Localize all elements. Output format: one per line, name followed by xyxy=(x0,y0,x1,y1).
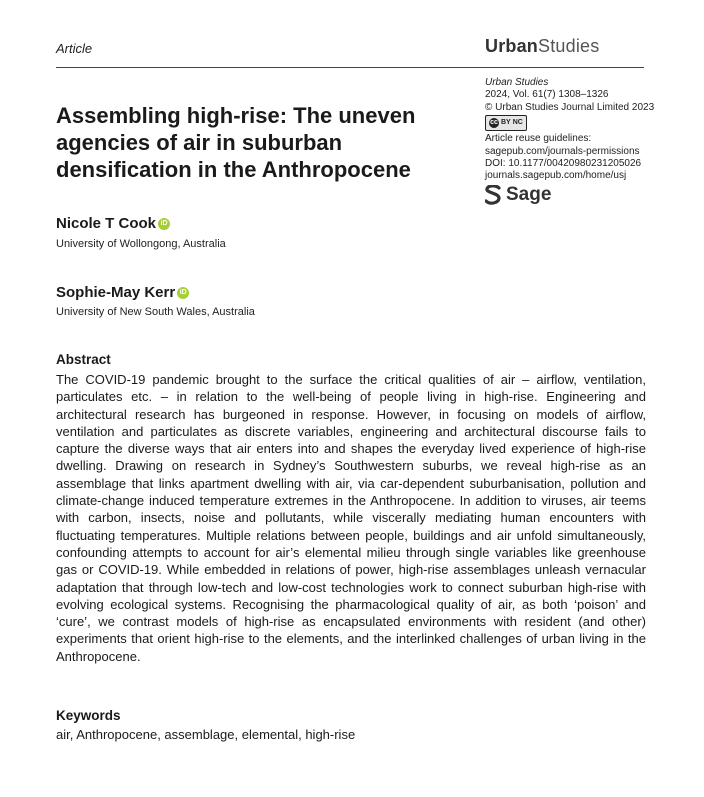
article-title: Assembling high-rise: The uneven agencies of air in suburban densification in the Anthropocene xyxy=(56,103,416,182)
author-name xyxy=(56,215,170,232)
orcid-icon[interactable]: iD xyxy=(177,287,189,299)
author-affiliation: University of New South Wales, Australia xyxy=(56,306,255,318)
abstract-heading: Abstract xyxy=(56,352,111,367)
author-affiliation: University of Wollongong, Australia xyxy=(56,238,226,250)
journal-name: Urban Studies xyxy=(485,77,549,88)
author-name-text: Sophie-May Kerr xyxy=(56,284,176,301)
doi[interactable]: DOI: 10.1177/00420980231205026 xyxy=(485,158,642,170)
header-divider xyxy=(56,67,644,68)
reuse-label: Article reuse guidelines: xyxy=(485,133,592,145)
cc-by-label: BY xyxy=(501,119,511,127)
author-name-text: Nicole T Cook xyxy=(56,215,157,232)
sage-s-icon xyxy=(485,185,501,205)
volume-info: 2024, Vol. 61(7) 1308–1326 xyxy=(485,89,609,101)
keywords-list: air, Anthropocene, assemblage, elemental, high-rise xyxy=(56,727,356,742)
journal-logo-bold: Urban xyxy=(485,36,539,56)
abstract-text: The COVID-19 pandemic brought to the surface the critical qualities of air – airflow, ventilation, particulates etc. – in relation to the well-being of people living in high-rise. Engineering and architectural research has burgeoned in response. However, in focusing on models of airflow, ventilation and particulates as discrete variables, engineering and architectural discourse fails to capture the diverse ways that air enters into and shapes the everyday lived experience of high-rise dwelling. Drawing on research in Sydney’s Southwestern suburbs, we reveal high-rise as an assemblage that links apartment dwelling with air, via car-dependent suburbanisation, pollution and climate-change induced temperature extremes in the Anthropocene. In addition to viruses, air teems with carbon, insects, noise and pollutants, while viscerally mediating human encounters with fluctuating temperatures. Multiple relations between people, buildings and air unfold simultaneously, confounding attempts to account for air’s elemental milieu through single variables like greenhouse gas or COVID-19. While embedded in relations of power, high-rise assemblages unleash vernacular adaptation that through low-tech and low-cost technologies work to connect suburban high-rise with evolving ecological systems. Recognising the pharmacological quality of air, as both ‘poison’ and ‘cure’, we contrast models of high-rise as encapsulated environments with resident (and other) experiments that orient high-rise to the elements, and the interlinked challenges of urban living in the Anthropocene. xyxy=(56,372,646,664)
article-metadata xyxy=(485,77,685,183)
journal-logo xyxy=(485,36,599,57)
reuse-link[interactable]: sagepub.com/journals-permissions xyxy=(485,145,640,157)
orcid-icon[interactable]: iD xyxy=(158,218,170,230)
journal-logo-light: Studies xyxy=(538,36,600,56)
cc-license-badge[interactable] xyxy=(485,115,527,131)
keywords-heading: Keywords xyxy=(56,708,121,723)
sage-logo xyxy=(485,184,551,206)
cc-icon: cc xyxy=(490,119,498,127)
author-name xyxy=(56,284,189,301)
sage-wordmark: Sage xyxy=(506,184,552,205)
journal-link[interactable]: journals.sagepub.com/home/usj xyxy=(485,170,627,182)
copyright-notice: © Urban Studies Journal Limited 2023 xyxy=(485,101,655,113)
cc-nc-label: NC xyxy=(512,119,523,127)
section-label: Article xyxy=(56,41,93,56)
